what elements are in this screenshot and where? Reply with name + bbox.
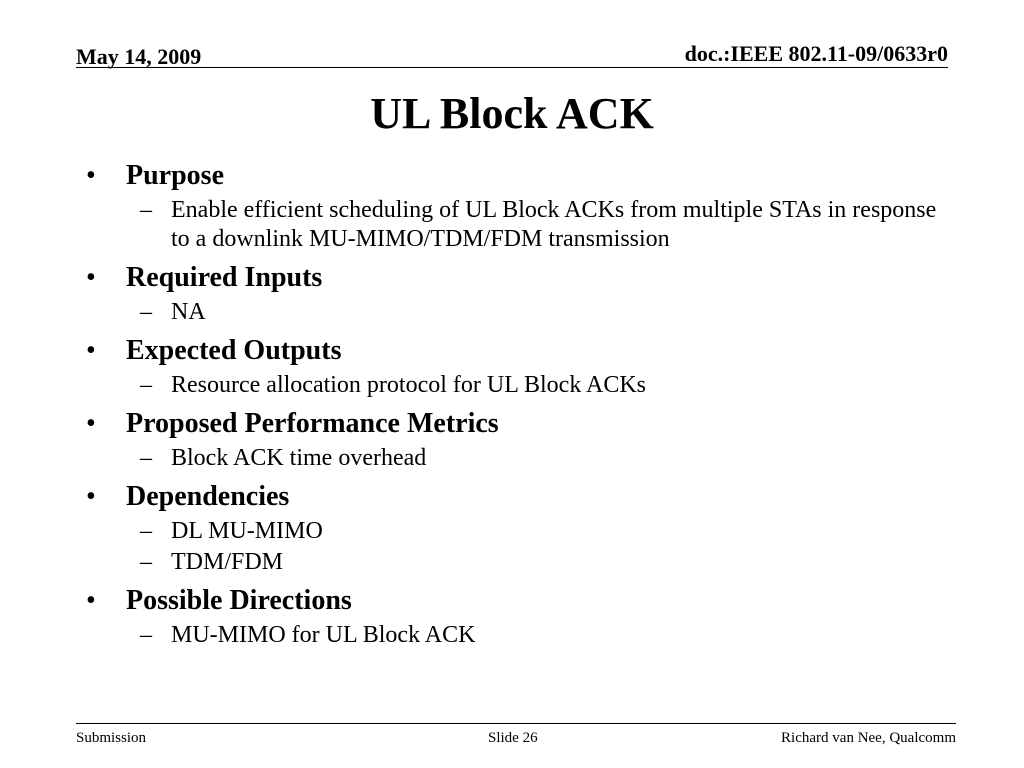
bullet-dot-icon: • xyxy=(86,408,96,439)
bullet-required-inputs xyxy=(84,260,964,296)
footer-author: Richard van Nee, Qualcomm xyxy=(781,730,956,746)
sub-item xyxy=(84,298,951,327)
slide-content xyxy=(84,158,964,656)
sub-item-text: Resource allocation protocol for UL Block ACKs xyxy=(171,372,647,398)
footer-divider xyxy=(76,723,956,724)
bullet-label: Purpose xyxy=(126,160,224,191)
dash-icon: – xyxy=(140,518,152,544)
bullet-dot-icon: • xyxy=(86,160,96,191)
bullet-label: Dependencies xyxy=(126,481,290,512)
bullet-label: Expected Outputs xyxy=(126,335,342,366)
bullet-dependencies xyxy=(84,479,964,515)
header-divider xyxy=(76,67,948,68)
sub-item-text: NA xyxy=(171,299,206,325)
dash-icon: – xyxy=(140,197,152,223)
footer-submission: Submission xyxy=(76,730,147,746)
bullet-dot-icon: • xyxy=(86,585,96,616)
bullet-label: Required Inputs xyxy=(126,262,323,293)
sub-item xyxy=(84,371,951,400)
footer-slide-number: Slide 26 xyxy=(488,730,538,746)
dash-icon: – xyxy=(140,372,152,398)
dash-icon: – xyxy=(140,622,152,648)
sub-item-text: DL MU-MIMO xyxy=(171,518,323,544)
bullet-dot-icon: • xyxy=(86,262,96,293)
sub-item xyxy=(84,517,951,546)
dash-icon: – xyxy=(140,445,152,471)
sub-item xyxy=(84,548,951,577)
sub-item-text: MU-MIMO for UL Block ACK xyxy=(171,622,476,648)
bullet-performance-metrics xyxy=(84,406,964,442)
sub-item xyxy=(84,196,951,254)
dash-icon: – xyxy=(140,549,152,575)
slide-title: UL Block ACK xyxy=(370,89,654,138)
sub-item xyxy=(84,444,951,473)
bullet-dot-icon: • xyxy=(86,335,96,366)
bullet-label: Proposed Performance Metrics xyxy=(126,408,499,439)
header-document-id: doc.:IEEE 802.11-09/0633r0 xyxy=(684,41,948,66)
bullet-purpose xyxy=(84,158,964,194)
dash-icon: – xyxy=(140,299,152,325)
bullet-label: Possible Directions xyxy=(126,585,352,616)
sub-item-text: Enable efficient scheduling of UL Block ACKs from multiple STAs in response to a downlink MU-MIMO/TDM/FDM transmission xyxy=(171,197,937,252)
bullet-expected-outputs xyxy=(84,333,964,369)
bullet-possible-directions xyxy=(84,583,964,619)
sub-item-text: Block ACK time overhead xyxy=(171,445,427,471)
bullet-dot-icon: • xyxy=(86,481,96,512)
sub-item xyxy=(84,621,951,650)
sub-item-text: TDM/FDM xyxy=(171,549,284,575)
header-date: May 14, 2009 xyxy=(76,44,202,69)
